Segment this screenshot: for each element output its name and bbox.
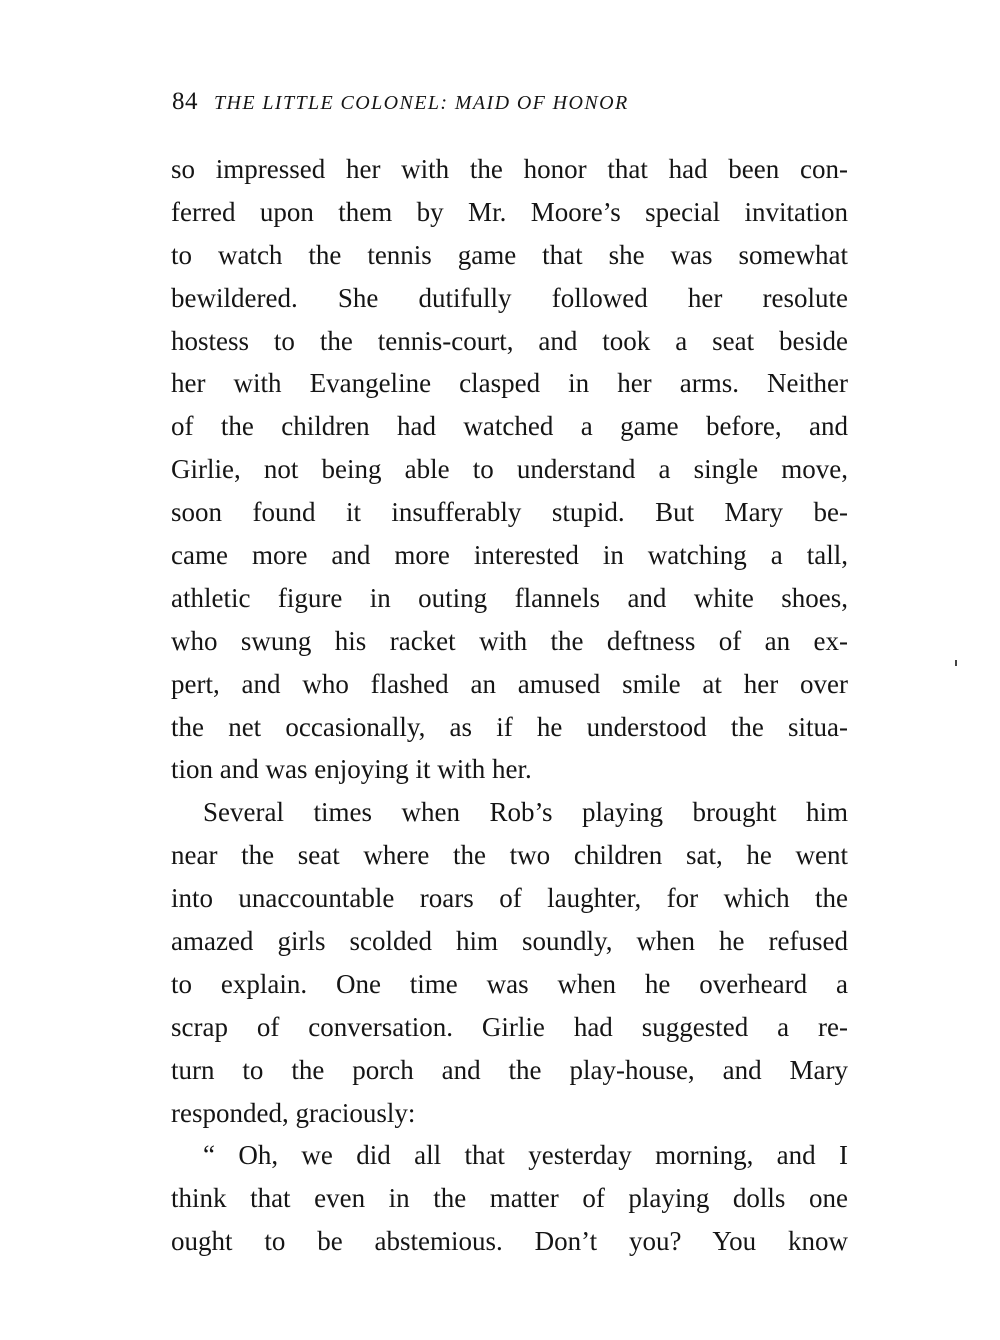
text-line: think that even in the matter of playing dolls one (171, 1183, 848, 1214)
text-line: scrap of conversation. Girlie had suggested a re- (171, 1011, 848, 1042)
book-title: THE LITTLE COLONEL: MAID OF HONOR (214, 92, 629, 114)
text-line: to watch the tennis game that she was somewhat (171, 239, 848, 270)
text-line: who swung his racket with the deftness of an ex- (171, 625, 848, 656)
text-line: of the children had watched a game before, and (171, 411, 848, 442)
running-head (172, 88, 852, 124)
text-line: her with Evangeline clasped in her arms. Neither (171, 368, 848, 399)
text-line: near the seat where the two children sat, he went (171, 840, 848, 871)
text-line: pert, and who flashed an amused smile at her over (171, 668, 848, 699)
text-line: responded, graciously: (171, 1097, 416, 1128)
text-line: amazed girls scolded him soundly, when he refused (171, 926, 848, 957)
text-line: ought to be abstemious. Don’t you? You know (171, 1226, 848, 1257)
paragraph-1 (171, 148, 848, 791)
text-line: into unaccountable roars of laughter, for which the (171, 883, 848, 914)
paragraph-3 (171, 1134, 848, 1263)
text-line: to explain. One time was when he overheard a (171, 968, 848, 999)
text-line: turn to the porch and the play-house, and Mary (171, 1054, 848, 1085)
text-line: bewildered. She dutifully followed her resolute (171, 282, 848, 313)
text-line: athletic figure in outing flannels and white shoes, (171, 582, 848, 613)
text-line: the net occasionally, as if he understood the situa- (171, 711, 848, 742)
body-text (171, 148, 848, 1263)
paragraph-2 (171, 791, 848, 1134)
text-line: Girlie, not being able to understand a single move, (171, 454, 848, 485)
text-line: hostess to the tennis-court, and took a seat beside (171, 325, 848, 356)
text-line: so impressed her with the honor that had been con- (171, 154, 848, 184)
text-line: came more and more interested in watching a tall, (171, 540, 848, 571)
text-line: ferred upon them by Mr. Moore’s special invitation (171, 196, 848, 227)
text-line: “ Oh, we did all that yesterday morning, and I (203, 1140, 848, 1171)
text-line: tion and was enjoying it with her. (171, 754, 532, 785)
scan-speck (955, 660, 957, 666)
page-number: 84 (172, 88, 198, 115)
text-line: soon found it insufferably stupid. But Mary be- (171, 497, 848, 528)
text-line: Several times when Rob’s playing brought him (203, 797, 848, 828)
